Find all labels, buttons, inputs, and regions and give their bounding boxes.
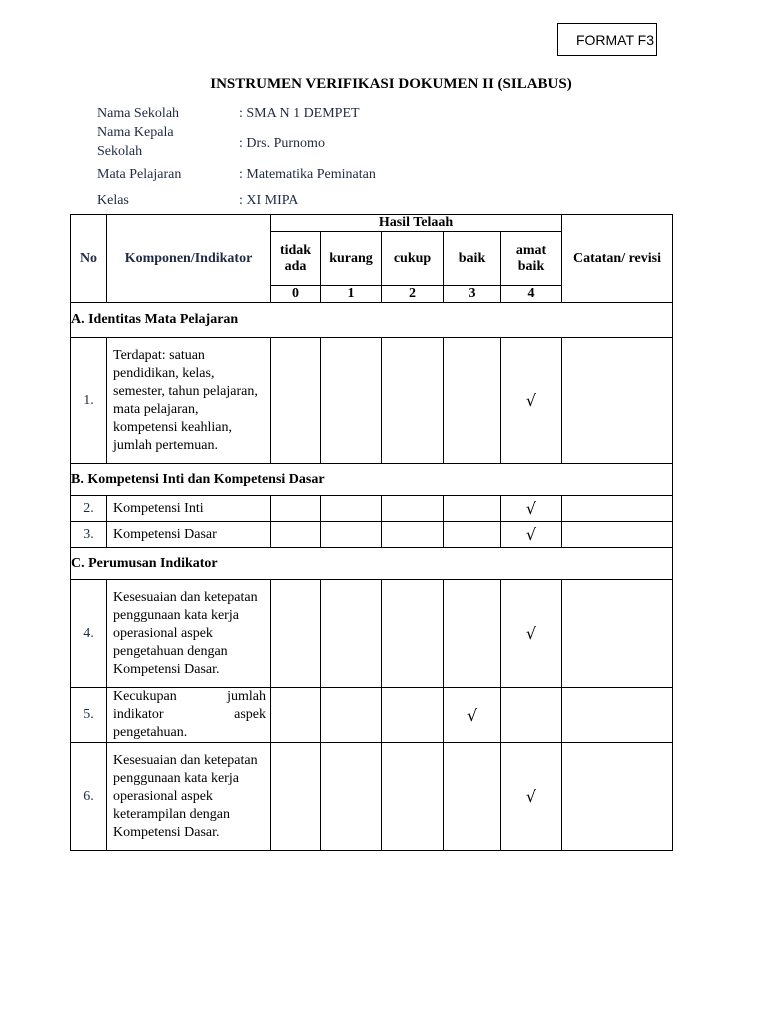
row-indicator: Kecukupan jumlah indikator aspek pengetahuan. bbox=[107, 688, 271, 743]
score-cell bbox=[382, 580, 444, 688]
section-title: A. Identitas Mata Pelajaran bbox=[71, 303, 673, 338]
row-number: 2. bbox=[71, 496, 107, 522]
score-cell bbox=[444, 496, 501, 522]
row-number: 1. bbox=[71, 338, 107, 464]
score-cell bbox=[501, 338, 562, 464]
score-cell bbox=[501, 743, 562, 851]
row-number: 6. bbox=[71, 743, 107, 851]
header-scale-label: amat baik bbox=[501, 232, 562, 286]
info-label-nama-sekolah: Nama Sekolah bbox=[97, 106, 180, 121]
section-title: C. Perumusan Indikator bbox=[71, 548, 673, 580]
header-komponen: Komponen/Indikator bbox=[107, 215, 271, 303]
table-row bbox=[71, 743, 673, 851]
score-cell bbox=[321, 688, 382, 743]
info-value-mata-pelajaran: : Matematika Peminatan bbox=[239, 167, 376, 182]
header-catatan: Catatan/ revisi bbox=[562, 215, 673, 303]
info-value-nama-sekolah: : SMA N 1 DEMPET bbox=[239, 106, 360, 121]
header-scale-score: 1 bbox=[321, 286, 382, 303]
score-cell bbox=[382, 338, 444, 464]
header-scale-label: kurang bbox=[321, 232, 382, 286]
row-catatan bbox=[562, 496, 673, 522]
header-scale-label: tidak ada bbox=[271, 232, 321, 286]
check-mark: √ bbox=[466, 705, 478, 725]
row-indicator: Kesesuaian dan ketepatan penggunaan kata kerja operasional aspek pengetahuan dengan Kompetensi Dasar. bbox=[107, 580, 271, 688]
header-scale-score: 3 bbox=[444, 286, 501, 303]
check-mark: √ bbox=[525, 624, 537, 643]
row-number: 5. bbox=[71, 688, 107, 743]
score-cell bbox=[321, 496, 382, 522]
score-cell bbox=[382, 522, 444, 548]
row-number: 3. bbox=[71, 522, 107, 548]
table-row bbox=[71, 688, 673, 743]
score-cell bbox=[271, 496, 321, 522]
row-number: 4. bbox=[71, 580, 107, 688]
row-catatan bbox=[562, 338, 673, 464]
table-row bbox=[71, 580, 673, 688]
check-mark: √ bbox=[525, 787, 537, 806]
score-cell bbox=[444, 743, 501, 851]
section-title: B. Kompetensi Inti dan Kompetensi Dasar bbox=[71, 464, 673, 496]
score-cell bbox=[321, 338, 382, 464]
row-catatan bbox=[562, 743, 673, 851]
row-indicator: Kompetensi Dasar bbox=[107, 522, 271, 548]
header-scale-score: 4 bbox=[501, 286, 562, 303]
row-catatan bbox=[562, 522, 673, 548]
header-no: No bbox=[71, 215, 107, 303]
score-cell bbox=[271, 688, 321, 743]
row-catatan bbox=[562, 580, 673, 688]
row-indicator: Terdapat: satuan pendidikan, kelas, semester, tahun pelajaran, mata pelajaran, kompetensi keahlian, jumlah pertemuan. bbox=[107, 338, 271, 464]
score-cell bbox=[444, 580, 501, 688]
score-cell bbox=[382, 688, 444, 743]
score-cell bbox=[444, 688, 501, 743]
score-cell bbox=[382, 496, 444, 522]
score-cell bbox=[271, 338, 321, 464]
header-scale-score: 0 bbox=[271, 286, 321, 303]
table-row bbox=[71, 522, 673, 548]
check-mark: √ bbox=[525, 525, 537, 544]
score-cell bbox=[444, 522, 501, 548]
header-scale-label: baik bbox=[444, 232, 501, 286]
header-scale-score: 2 bbox=[382, 286, 444, 303]
score-cell bbox=[321, 743, 382, 851]
table-row bbox=[71, 496, 673, 522]
score-cell bbox=[501, 496, 562, 522]
check-mark: √ bbox=[525, 499, 537, 518]
info-value-nama-kepala-sekolah: : Drs. Purnomo bbox=[239, 136, 325, 151]
row-indicator: Kompetensi Inti bbox=[107, 496, 271, 522]
row-indicator: Kesesuaian dan ketepatan penggunaan kata kerja operasional aspek keterampilan dengan Kompetensi Dasar. bbox=[107, 743, 271, 851]
format-label: FORMAT F3 bbox=[557, 23, 657, 56]
score-cell bbox=[321, 522, 382, 548]
row-catatan bbox=[562, 688, 673, 743]
score-cell bbox=[444, 338, 501, 464]
verification-table bbox=[70, 214, 673, 851]
score-cell bbox=[271, 522, 321, 548]
header-hasil-telaah: Hasil Telaah bbox=[271, 215, 562, 232]
document-title: INSTRUMEN VERIFIKASI DOKUMEN II (SILABUS) bbox=[210, 76, 572, 92]
score-cell bbox=[382, 743, 444, 851]
header-scale-label: cukup bbox=[382, 232, 444, 286]
info-value-kelas: : XI MIPA bbox=[239, 193, 299, 208]
check-mark: √ bbox=[525, 391, 537, 410]
score-cell bbox=[501, 688, 562, 743]
info-label-mata-pelajaran: Mata Pelajaran bbox=[97, 167, 182, 182]
score-cell bbox=[271, 743, 321, 851]
score-cell bbox=[321, 580, 382, 688]
info-label-kelas: Kelas bbox=[97, 193, 129, 208]
score-cell bbox=[271, 580, 321, 688]
score-cell bbox=[501, 522, 562, 548]
score-cell bbox=[501, 580, 562, 688]
info-label-nama-kepala-sekolah: Nama Kepala Sekolah bbox=[97, 125, 174, 159]
table-row bbox=[71, 338, 673, 464]
